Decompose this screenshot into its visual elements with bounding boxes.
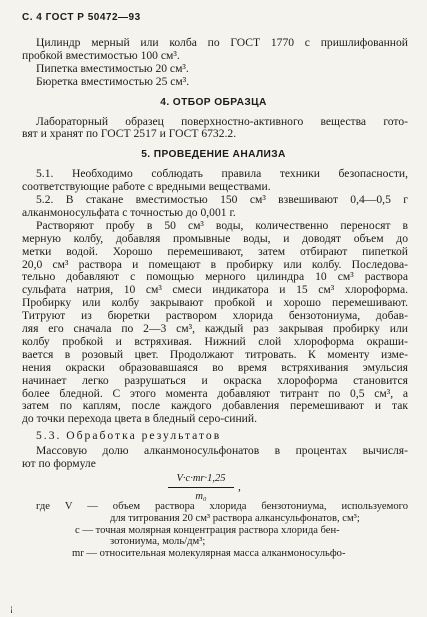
body-line: 20,0 см³ раствора и помещают в пробирку или колбу. Последова-	[22, 257, 408, 271]
equipment-line: Цилиндр мерный или колба по ГОСТ 1770 с пришлифованной	[36, 36, 408, 49]
equipment-line: Бюретка вместимостью 25 см³.	[36, 74, 190, 88]
definition-line: где V — объем раствора хлорида бензотониума, используемого	[36, 500, 408, 512]
equipment-line: Пипетка вместимостью 20 см³.	[36, 61, 189, 75]
body-line: Титруют из бюретки раствором хлорида бензотониума, добав-	[22, 309, 408, 323]
body-line: Пробирку или колбу закрывают пробкой и хорошо перемешивают.	[22, 296, 408, 310]
formula-denominator: m₀	[195, 491, 207, 503]
body-line: нения окраски образовавшаяся во время встряхивания эмульсия	[22, 360, 408, 374]
body-line: Растворяют пробу в 50 см³ воды, количественно переносят в	[36, 218, 408, 232]
body-line: начинает легко разрушаться и окраска хлороформа становится	[22, 373, 408, 387]
definition-line: c — точная молярная концентрация раствора хлорида бен-	[75, 524, 340, 536]
body-line: метки водой. Хорошо перемешивают, затем отбирают пипеткой	[22, 244, 408, 258]
body-line: вается в розовый цвет. Продолжают титровать. К моменту изме-	[22, 347, 408, 361]
body-line: до точки перехода цвета в бледный серо-синий.	[22, 412, 257, 426]
body-line: более бледной. С этого момента добавляют титрант по 0,5 см³, а	[22, 386, 408, 400]
definition-line: для титрования 20 см³ раствора алкансульфонатов, см³;	[110, 512, 360, 524]
body-line: тельно добавляют с помощью мерного цилиндра 10 см³ раствора	[22, 270, 408, 284]
formula-comma: ,	[238, 479, 241, 493]
body-line: вят и хранят по ГОСТ 2517 и ГОСТ 6732.2.	[22, 127, 237, 141]
section-heading: 4. ОТБОР ОБРАЗЦА	[160, 96, 267, 108]
definition-line: зотониума, моль/дм³;	[110, 536, 206, 548]
section-heading: 5. ПРОВЕДЕНИЕ АНАЛИЗА	[141, 149, 286, 161]
subsection-heading: 5.3. Обработка результатов	[36, 429, 222, 443]
body-line: мерную колбу, добавляя промывные воды, и доводят объем до	[22, 231, 408, 245]
body-line: Массовую долю алканмоносульфонатов в процентах вычисля-	[36, 444, 408, 458]
body-line: затем по каплям, после каждого добавления перемешивают и так	[22, 399, 408, 413]
body-line: соответствующие работе с вредными веществами.	[22, 180, 271, 194]
body-line: ют по формуле	[22, 457, 96, 470]
margin-mark: ¡	[10, 603, 13, 613]
equipment-line: пробкой вместимостью 100 см³.	[22, 48, 180, 62]
body-line: Лабораторный образец поверхностно-активного вещества гото-	[36, 114, 408, 128]
body-line: 5.2. В стакане вместимостью 150 см³ взвешивают 0,4—0,5 г	[36, 193, 408, 206]
definition-line: mr — относительная молекулярная масса алканмоносульфо-	[72, 548, 346, 560]
formula-numerator: V·c·mr·1,25	[168, 472, 234, 488]
body-line: 5.1. Необходимо соблюдать правила техники безопасности,	[36, 167, 408, 181]
body-line: алканмоносульфата с точностью до 0,001 г.	[22, 205, 236, 219]
page-header: С. 4 ГОСТ Р 50472—93	[22, 12, 141, 23]
body-line: сульфата натрия, 10 см³ смеси индикатора и 15 см³ хлороформа.	[22, 283, 408, 297]
body-line: ляя его сначала по 2—3 см³, каждый раз закрывая пробирку или	[22, 322, 408, 335]
body-line: колбу пробкой и встряхивая. Нижний слой хлороформа окраши-	[22, 334, 408, 348]
